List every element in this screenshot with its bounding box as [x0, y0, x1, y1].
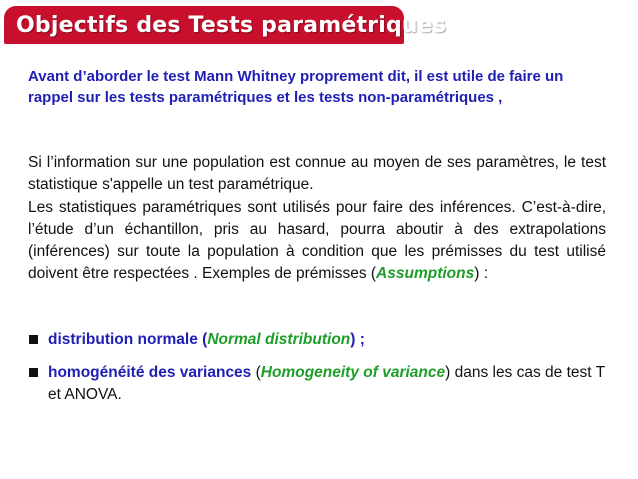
- bullet-2-open: (: [251, 364, 261, 381]
- list-item-homogeneity: [28, 362, 610, 406]
- assumptions-list: [28, 329, 610, 406]
- bullet-2-term: Homogeneity of variance: [260, 364, 446, 381]
- slide-title-bar: [4, 6, 447, 44]
- body-paragraph-2: Les statistiques paramétriques sont utilisés pour faire des inférences. C’est-à-dire, l’étude d’un échantillon, pris au hasard, pourra aboutir à des extrapolations (inférences) sur toute la population à condition que les prémisses du test utilisé doivent être respectées . Exemples de prémisses (: [28, 198, 606, 283]
- bullet-1-suffix: ) ;: [350, 331, 365, 348]
- body-text: [28, 152, 606, 286]
- intro-paragraph: Avant d’aborder le test Mann Whitney proprement dit, il est utile de faire un rappel sur les tests paramétriques et les tests non-paramétriques ,: [28, 68, 564, 106]
- slide-title: Objectifs des Tests paramétriques: [16, 12, 447, 38]
- bullet-1-term: Normal distribution: [207, 331, 351, 348]
- bullet-2-label: homogénéité des variances: [48, 364, 252, 381]
- assumptions-term: Assumptions: [376, 265, 475, 283]
- square-bullet-icon: [29, 368, 38, 377]
- bullet-2-tail: ) dans les cas de test T et ANOVA.: [48, 364, 605, 403]
- list-item-normal-distribution: [28, 329, 610, 351]
- body-paragraph-2-end: ) :: [474, 265, 489, 283]
- bullet-1-label: distribution normale (: [48, 331, 208, 348]
- square-bullet-icon: [29, 335, 38, 344]
- body-paragraph-1: Si l’information sur une population est connue au moyen de ses paramètres, le test statistique s'appelle un test paramétrique.: [28, 154, 606, 194]
